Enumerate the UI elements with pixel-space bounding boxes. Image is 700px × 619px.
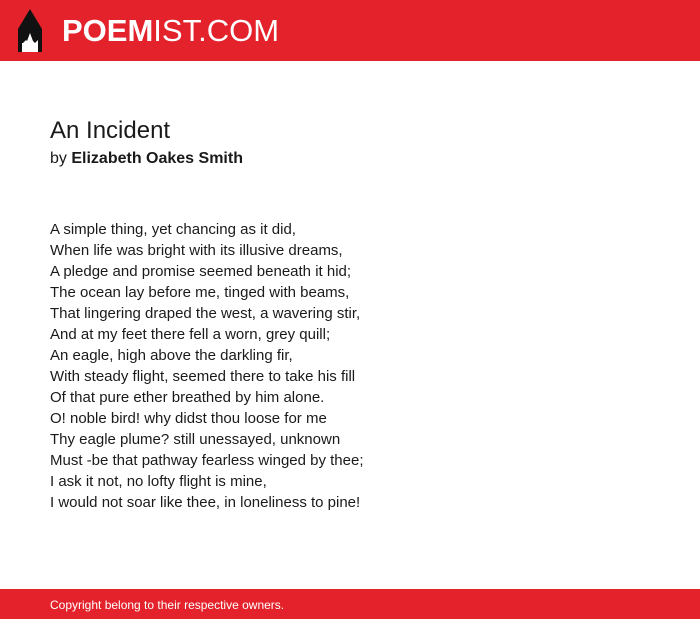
site-header — [0, 0, 700, 61]
poem-line: That lingering draped the west, a wavering stir, — [50, 305, 361, 322]
brand-light-text: IST.COM — [153, 13, 280, 48]
by-label: by — [50, 150, 67, 167]
poem-line: I ask it not, no lofty flight is mine, — [50, 473, 267, 490]
poem-byline — [50, 149, 243, 169]
pencil-icon[interactable] — [17, 9, 43, 52]
poem-line: When life was bright with its illusive dreams, — [50, 242, 343, 259]
poem-line: Must -be that pathway fearless winged by thee; — [50, 452, 364, 469]
poem-line: An eagle, high above the darkling fir, — [50, 347, 293, 364]
site-brand[interactable] — [62, 13, 279, 49]
poem-line: A simple thing, yet chancing as it did, — [50, 221, 296, 238]
poem-line: With steady flight, seemed there to take his fill — [50, 368, 356, 385]
copyright-text: Copyright belong to their respective owners. — [50, 598, 285, 612]
poem-line: O! noble bird! why didst thou loose for me — [50, 410, 327, 427]
poem-line: A pledge and promise seemed beneath it hid; — [50, 263, 352, 280]
poem-line: I would not soar like thee, in loneliness to pine! — [50, 494, 361, 511]
poem-line: Thy eagle plume? still unessayed, unknown — [50, 431, 341, 448]
poem-line: The ocean lay before me, tinged with beams, — [50, 284, 350, 301]
poem-body — [50, 219, 670, 513]
poem-line: And at my feet there fell a worn, grey quill; — [50, 326, 331, 343]
poem-author: Elizabeth Oakes Smith — [71, 150, 243, 167]
brand-bold-text: POEM — [62, 13, 154, 48]
site-footer — [0, 589, 700, 619]
poem-line: Of that pure ether breathed by him alone. — [50, 389, 325, 406]
poem-title: An Incident — [50, 117, 171, 144]
